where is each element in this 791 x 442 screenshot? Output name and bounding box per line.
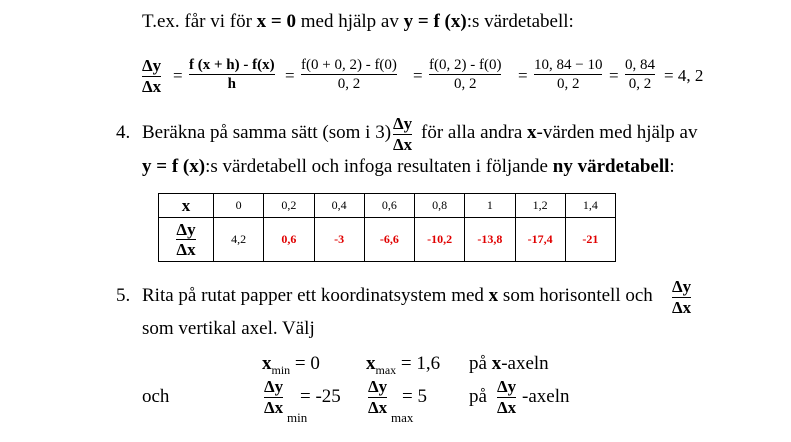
substituted-fraction: f(0 + 0, 2) - f(0) 0, 2	[301, 57, 397, 92]
ymax-subscript: max	[391, 410, 414, 425]
new-value-table	[158, 193, 616, 262]
x-value-cell: 0,4	[314, 194, 364, 218]
ratio-value-cell-computed: -13,8	[465, 218, 515, 262]
difference-quotient-fraction: f (x + h) - f(x) h	[189, 57, 275, 92]
item-5-dy-dx-fraction: Δy Δx	[672, 277, 692, 317]
x-value-cell: 1	[465, 194, 515, 218]
ratio-value-cell-computed: -10,2	[415, 218, 465, 262]
simplified-fraction: f(0, 2) - f(0) 0, 2	[429, 57, 502, 92]
item-4-text-part2: för alla andra x-värden med hjälp av	[421, 122, 698, 143]
intro-line: T.ex. får vi för x = 0 med hjälp av y = f (x):s värdetabell:	[142, 11, 574, 32]
equals-sign: =	[285, 66, 295, 85]
numeric-fraction: 10, 84 − 10 0, 2	[534, 57, 603, 92]
reduced-fraction: 0, 84 0, 2	[625, 57, 655, 92]
x-value-cell: 1,4	[565, 194, 615, 218]
x-value-cell: 1,2	[515, 194, 565, 218]
item-4-number: 4.	[116, 122, 131, 143]
y-axis-label-suffix: -axeln	[522, 386, 570, 407]
och-label: och	[142, 386, 170, 407]
x-value-cell: 0,2	[264, 194, 314, 218]
xmax-setting: $x_{max} = 1,6$	[366, 353, 441, 377]
ymin-subscript: min	[287, 410, 308, 425]
x-value-cell: 0,8	[415, 194, 465, 218]
item-4-line2: y = f (x):s värdetabell och infoga resultaten i följande ny värdetabell:	[142, 156, 675, 177]
ratio-value-cell-computed: -3	[314, 218, 364, 262]
item-5-line2: som vertikal axel. Välj	[142, 318, 315, 339]
result-value: = 4, 2	[664, 66, 704, 85]
ymax-fraction: Δy Δx	[368, 377, 388, 417]
x-header: x	[159, 194, 214, 218]
x-axis-label: på x-axeln	[469, 353, 549, 374]
item-5-line1: Rita på rutat papper ett koordinatsystem med x som horisontell och	[142, 285, 653, 306]
ratio-value-cell-computed: 0,6	[264, 218, 314, 262]
ratio-value-cell-computed: -6,6	[364, 218, 414, 262]
item-4-dy-dx-fraction: Δy Δx	[393, 114, 413, 154]
ymin-fraction: Δy Δx	[264, 377, 284, 417]
ymax-value: = 5	[402, 386, 427, 407]
equals-sign: =	[518, 66, 528, 85]
y-axis-dy-dx-fraction: Δy Δx	[497, 377, 517, 417]
ymin-value: = -25	[300, 386, 341, 407]
equals-sign: =	[609, 66, 619, 85]
ratio-value-cell: 4,2	[214, 218, 264, 262]
ratio-value-cell-computed: -21	[565, 218, 615, 262]
dy-dx-fraction: Δy Δx	[142, 56, 162, 96]
ratio-row	[159, 218, 616, 262]
x-row	[159, 194, 616, 218]
y-axis-label-prefix: på	[469, 386, 487, 407]
x-value-cell: 0	[214, 194, 264, 218]
xmin-setting: $x_{min} = 0$	[262, 353, 320, 377]
item-4-text-part1: Beräkna på samma sätt (som i 3)	[142, 122, 392, 143]
equals-sign: =	[413, 66, 423, 85]
equals-sign: =	[173, 66, 183, 85]
x-value-cell: 0,6	[364, 194, 414, 218]
ratio-header: $\frac{\Delta y}{\Delta x}$	[159, 218, 214, 262]
item-5-number: 5.	[116, 285, 131, 306]
ratio-value-cell-computed: -17,4	[515, 218, 565, 262]
